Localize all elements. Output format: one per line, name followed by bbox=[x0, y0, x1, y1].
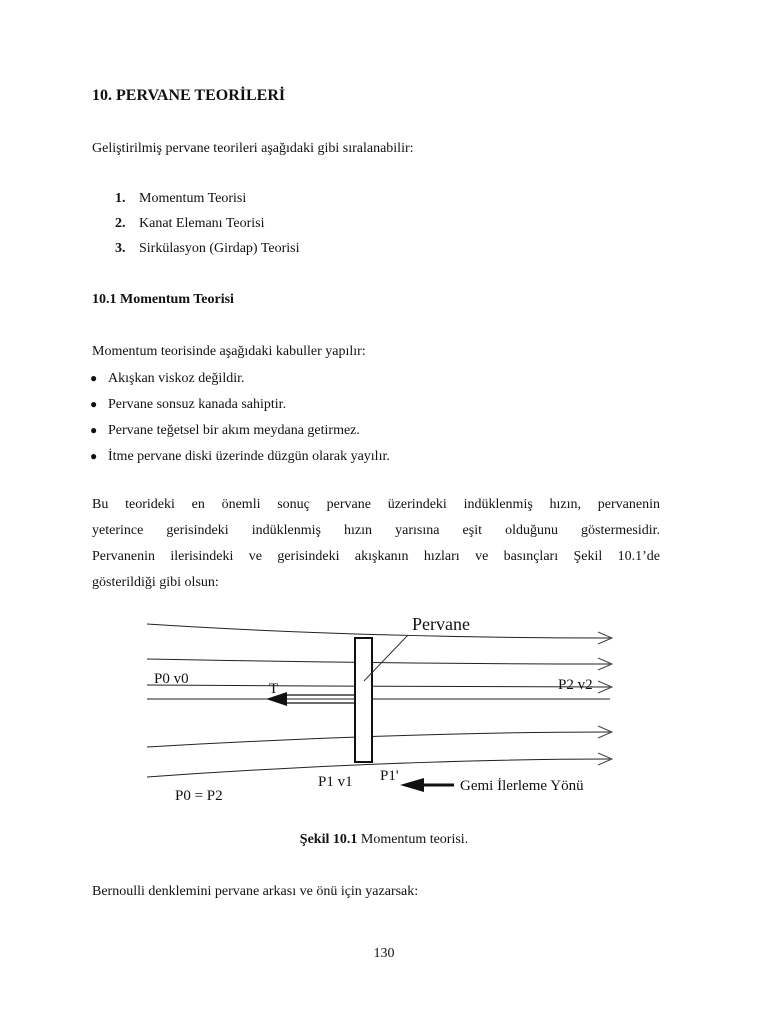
streamline bbox=[147, 732, 610, 747]
subsection-heading: 10.1 Momentum Teorisi bbox=[92, 292, 234, 307]
list-text: Sirkülasyon (Girdap) Teorisi bbox=[139, 241, 300, 256]
list-number: 2. bbox=[115, 216, 126, 231]
pervane-label: Pervane bbox=[412, 614, 470, 634]
list-item bbox=[115, 189, 246, 209]
assumptions-intro: Momentum teorisinde aşağıdaki kabuller yapılır: bbox=[92, 344, 366, 359]
intro-text: Geliştirilmiş pervane teorileri aşağıdaki gibi sıralanabilir: bbox=[92, 141, 414, 156]
propeller-disc bbox=[355, 638, 372, 762]
paragraph-line: Bu teorideki en önemli sonuç pervane üzerindeki indüklenmiş hızın, pervanenin bbox=[92, 497, 660, 512]
bullet-text: Pervane sonsuz kanada sahiptir. bbox=[108, 397, 287, 412]
closing-text: Bernoulli denklemini pervane arkası ve önü için yazarsak: bbox=[92, 884, 419, 899]
paragraph-line: gösterildiği gibi olsun: bbox=[92, 575, 219, 590]
momentum-figure bbox=[0, 600, 768, 820]
list-text: Momentum Teorisi bbox=[139, 191, 247, 206]
p2v2-label: P2 v2 bbox=[558, 677, 593, 693]
list-item bbox=[115, 214, 265, 234]
streamline bbox=[147, 659, 610, 664]
bullet-text: Pervane teğetsel bir akım meydana getirmez. bbox=[108, 423, 360, 438]
section-heading: 10. PERVANE TEORİLERİ bbox=[92, 87, 286, 104]
direction-arrowhead-icon bbox=[400, 778, 424, 792]
bullet-text: Akışkan viskoz değildir. bbox=[108, 371, 245, 386]
bullet-text: İtme pervane diski üzerinde düzgün olarak yayılır. bbox=[108, 449, 390, 464]
list-item bbox=[115, 239, 300, 259]
bullet-icon: ● bbox=[90, 423, 98, 437]
figure-caption bbox=[0, 832, 768, 848]
bullet-item bbox=[90, 420, 360, 441]
bullet-item bbox=[90, 446, 390, 467]
p1v1-label: P1 v1 bbox=[318, 774, 353, 790]
list-text: Kanat Elemanı Teorisi bbox=[139, 216, 265, 231]
page-number: 130 bbox=[373, 946, 395, 961]
list-number: 1. bbox=[115, 191, 126, 206]
list-number: 3. bbox=[115, 241, 126, 256]
p0-equals-p2-label: P0 = P2 bbox=[175, 788, 223, 804]
p0v0-label: P0 v0 bbox=[154, 671, 189, 687]
bullet-icon: ● bbox=[90, 371, 98, 385]
direction-label: Gemi İlerleme Yönü bbox=[460, 778, 584, 794]
thrust-label: T bbox=[269, 681, 279, 697]
caption-label: Şekil 10.1 bbox=[299, 832, 358, 847]
caption-text: Momentum teorisi. bbox=[357, 832, 469, 847]
p1prime-label: P1' bbox=[380, 768, 399, 784]
streamline bbox=[147, 685, 610, 687]
bullet-icon: ● bbox=[90, 449, 98, 463]
paragraph-line: Pervanenin ilerisindeki ve gerisindeki akışkanın hızları ve basınçları Şekil 10.1’de bbox=[92, 549, 660, 564]
streamline bbox=[147, 624, 610, 638]
bullet-item bbox=[90, 394, 286, 415]
paragraph-line: yeterince gerisindeki indüklenmiş hızın yarısına eşit olduğunu göstermesidir. bbox=[92, 523, 660, 538]
bullet-item bbox=[90, 368, 245, 389]
streamline bbox=[147, 759, 610, 777]
bullet-icon: ● bbox=[90, 397, 98, 411]
